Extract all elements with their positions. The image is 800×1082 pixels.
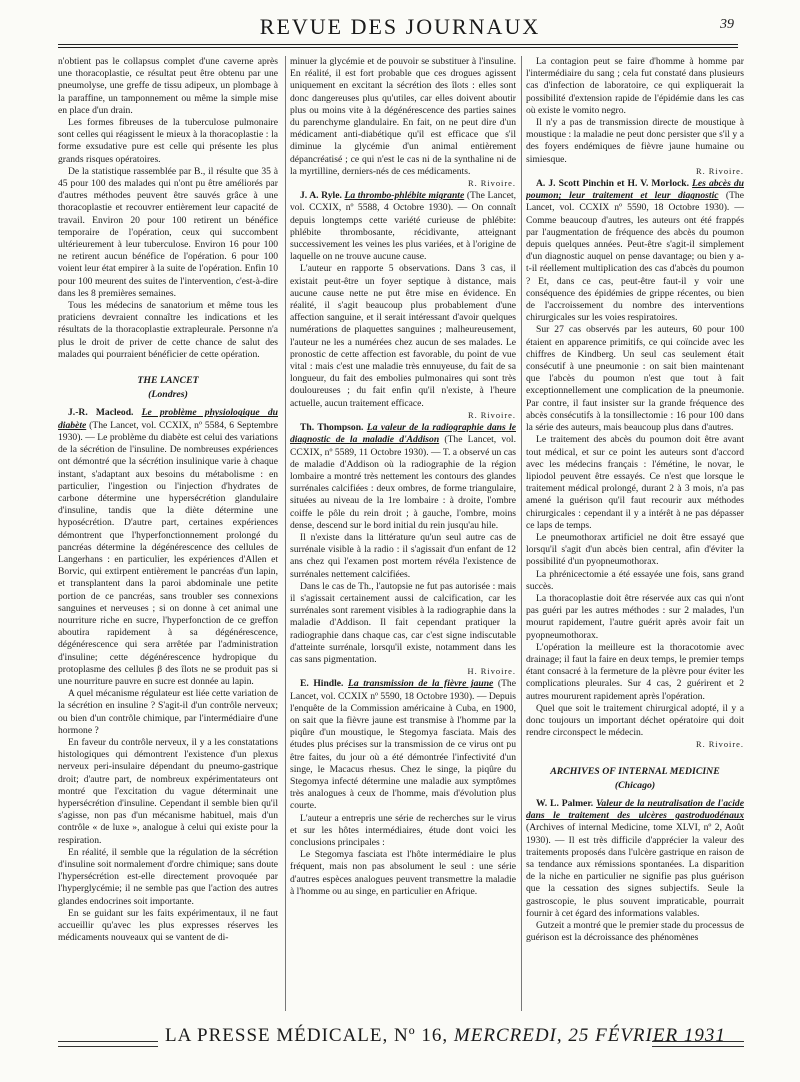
paragraph: Il n'existe dans la littérature qu'un seul autre cas de surrénale visible à la radio : il s'agissait d'un enfant de 12 ans chez qui l'examen post mortem révéla l'existence de surrénales nettement calcifiées. [290,531,516,580]
page-number: 39 [720,17,734,32]
paragraph: Dans le cas de Th., l'autopsie ne fut pas autorisée : mais il s'agissait certainement aussi de calcification, car les surrénales sont rarement visibles à la radiographie dans la maladie d'Addison. Il fait cependant pratiquer la radiographie dans chaque cas, car c'est signe indiscutable d'atteinte surrénale, lorsqu'il existe, notamment dans les cas sans pigmentation. [290,580,516,665]
paragraph: En réalité, il semble que la régulation de la sécrétion d'insuline soit normalement d'ordre chimique; sans doute l'hypersécrétion est-elle directement provoquée par l'hyperglycémie; il ne semble pas que l'action des autres glandes endocrines soit importante. [58,846,278,907]
journal-section-title: ARCHIVES OF INTERNAL MEDICINE [550,765,720,777]
article-title: La transmission de la fièvre jaune [348,678,494,690]
article-body: (The Lancet, vol. CCXIX, nº 5589, 11 Octobre 1930). — T. a observé un cas de maladie d'Addison où la radiographie de la région lombaire a montré très nettement les contours des glandes surrénales calcifiées : deux ombres, de forme triangulaire, situées au niveau de la 1re lombaire : à droite, l'ombre coiffe le pôle du rein droit ; à gauche, l'ombre, moins dense, descend sur le bord initial du rein jusqu'au hile. [290,434,516,531]
paragraph: Le Stegomya fasciata est l'hôte intermédiaire le plus fréquent, mais non pas absolument le seul : une série d'autres espèces analogues peuvent transmettre la maladie à l'homme ou au singe, en particulier en Afrique. [290,849,516,897]
footer-journal: LA PRESSE MÉDICALE, Nº 16, [165,1025,449,1046]
article-title: La thrombo-phlébite migrante [344,190,465,202]
author-signature: R. Rivoire. [468,410,516,420]
paragraph: L'auteur en rapporte 5 observations. Dans 3 cas, il existait peut-être un foyer septique à distance, mais aucune cause nette ne put être mise en évidence. En réalité, il s'agit beaucoup plus probablement d'une affection sanguine, et il serait intéressant d'avoir quelques numérations de plaquettes sanguines ; malheureusement, l'auteur ne les a numérées chez aucun de ses malades. Le pronostic de cette affection est favorable, du point de vue vital : mais c'est une maladie très ennuyeuse, du fait de sa longueur, du fait des embolies pulmonaires qui sont très douloureuses ; du fait enfin qu'il n'existe, à l'heure actuelle, aucun traitement efficace. [290,263,516,409]
article-author: W. L. Palmer. [536,797,594,809]
author-signature: R. Rivoire. [468,179,516,189]
article-body: (The Lancet, vol. CCXIX nº 5590, 18 Octobre 1930). — Comme beaucoup d'autres, les auteurs ont été frappés par l'augmentation de fréquence des abcès du poumon depuis quelques années. Peut-être s'agit-il simplement d'un diagnostic auquel on pense davantage; ou bien y a-t-il réellement multiplication des cas d'abcès du poumon ? Et, dans ce cas, peut-être faut-il y voir une conséquence des épidémies de grippe récentes, ou bien de l'accroissement du nombre des interventions chirurgicales sur les voies respiratoires. [526,190,744,324]
paragraph: L'opération la meilleure est la thoracotomie avec drainage; il faut la faire en deux temps, le premier temps étant consacré à la fermeture de la plèvre pour éviter les complications pleurales. Sur 4 cas, 2 guérirent et 2 autres moururent rapidement après l'opération. [526,641,744,702]
article-author: E. Hindle. [300,678,344,690]
article-paragraph [290,678,516,812]
article-author: Th. Thompson. [300,422,364,434]
paragraph: De la statistique rassemblée par B., il résulte que 35 à 45 pour 100 des malades qui n'ont pu être améliorés par d'autres méthodes peuvent être sauvés grâce à une thoracoplastie et recouvrer entièrement leur capacité de travail. Environ 20 pour 100 retirent un bénéfice temporaire de l'opération, ceux qui succombent ultérieurement à leur tuberculose. Environ 16 pour 100 ne retirent aucun bénéfice de l'opération. 6 pour 100 voient leur état empirer à la suite de l'opération. Enfin 10 pour 100 meurent des suites de l'intervention, c'est-à-dire dans les 8 premières semaines. [58,165,278,299]
column-right [526,56,744,1016]
article-title: Les abcès du poumon; leur traitement et leur diagnostic [526,178,744,202]
footer-title [165,1025,726,1047]
paragraph: Il n'y a pas de transmission directe de moustique à moustique : la maladie ne peut donc persister que s'il y a des foyers endémiques de fièvre jaune humaine ou simiesque. [526,117,744,165]
paragraph: La phrénicectomie a été essayée une fois, sans grand succès. [526,568,744,592]
paragraph: Les formes fibreuses de la tuberculose pulmonaire sont celles qui réagissent le mieux à la thoracoplastie : la forme exsudative pure est celle qui présente les plus grands risques opératoires. [58,117,278,165]
paragraph: La thoracoplastie doit être réservée aux cas qui n'ont pas guéri par les autres méthodes : sur 2 malades, l'un mourut rapidement, l'autre guérit après avoir fait un pyopneumothorax. [526,592,744,641]
footer-rule [58,1041,158,1047]
journal-section-title: THE LANCET [137,375,199,387]
footer-date: MERCREDI, 25 FÉVRIER 1931 [453,1025,726,1046]
article-body: (The Lancet, vol. CCXIX, nº 5588, 4 Octobre 1930). — On connaît depuis longtemps cette variété curieuse de phlébite: phlébite thrombosante, récidivante, atteignant successivement les veines les plus variées, et à l'origine de laquelle on ne trouve aucune cause. [290,190,516,263]
page-header [0,0,800,52]
page-footer [0,1025,800,1065]
paragraph: La contagion peut se faire d'homme à homme par l'intermédiaire du sang ; cela fut constaté dans plusieurs cas d'infection de laboratoire, ce qui expliquerait la possibilité d'extension rapide de l'épidémie dans les cas où existe le vomito negro. [526,56,744,116]
article-body: (Archives of internal Medicine, tome XLVI, nº 2, Août 1930). — Il est très difficile d'apprécier la valeur des traitements proposés dans l'ulcère gastrique en raison de sa tendance aux rémissions spontanées. La disparition de la niche en particulier ne signifie pas plus guérison que la cessation des signes subjectifs. Seule la gastroscopie, le plus souvent impraticable, pourrait fournir à cet égard des informations valables. [526,822,744,919]
paragraph: Tous les médecins de sanatorium et même tous les praticiens devraient connaître les indications et les résultats de la thoracoplastie extrapleurale. Personne n'a plus le droit de priver de cette chance de salut des malades qui pourraient bénéficier de cette opération. [58,300,278,360]
author-signature: H. Rivoire. [467,667,516,677]
article-paragraph [290,422,516,532]
running-title: REVUE DES JOURNAUX [259,14,541,39]
article-paragraph [526,178,744,324]
article-paragraph [290,190,516,263]
paragraph: Le pneumothorax artificiel ne doit être essayé que lorsqu'il s'agit d'un abcès bien central, afin d'éviter la possibilité d'un pyopneumothorax. [526,531,744,568]
paragraph: Le traitement des abcès du poumon doit être avant tout médical, et sur ce point les auteurs sont d'accord avec les médecins français : l'émétine, le novar, le lipiodol peuvent être essayés. Ce n'est que lorsque le traitement médical prolongé, durant 2 à 3 mois, n'a pas amené la guérison qu'il faut recourir aux méthodes chirurgicales : cependant il y a intérêt à ne pas dépasser ce laps de temps. [526,434,744,531]
article-body: (The Lancet, vol. CCXIX, nº 5584, 6 Septembre 1930). — Le problème du diabète est celui des variations de la sécrétion de l'insuline. De nombreuses expériences ont démontré que la sécrétion insulinique varie à chaque instant, s'adaptant aux besoins du métabolisme : en particulier, l'ingestion ou l'injection d'hydrates de carbone détermine une hypersécrétion glandulaire d'insuline, tandis que la diète détermine une hyposécrétion. D'autre part, certaines expériences démontrent que l'hyperfonctionnement prolongé du pancréas détermine la dégénérescence des cellules de Langerhans : en particulier, les expériences d'Allen et Borvic, qui extirpent entièrement le pancréas d'un lapin, et transplantent dans la paroi abdominale une petite portion de ce pancréas, sans troubler ses connexions sanguines et nerveuses ; si on donne à cet animal une nourriture riche en sucre, l'hyperfonction de ce greffon aboutira rapidement à sa dégénérescence, dégénérescence qui sera arrêtée par l'administration d'insuline; cette dégénérescence hydropique du protoplasme des cellules β des îlots ne se produit pas si une nourriture pauvre en sucre est donnée au lapin. [58,419,278,687]
column-middle [290,56,516,1016]
footer-rule [652,1041,744,1047]
author-signature: R. Rivoire. [696,740,744,750]
column-left [58,56,278,1016]
article-title: Le problème physiologique du diabète [58,407,278,431]
paragraph: L'auteur a entrepris une série de recherches sur le virus et sur les hôtes intermédiaires, étude dont voici les conclusions principales : [290,812,516,848]
paragraph: A quel mécanisme régulateur est liée cette variation de la sécrétion en insuline ? S'agit-il d'un contrôle nerveux; ou bien d'un contrôle chimique, par l'intermédiaire d'une hormone ? [58,688,278,736]
article-paragraph [58,407,278,688]
article-paragraph [526,798,744,920]
journal-section-location: (Chicago) [614,779,656,791]
author-signature: R. Rivoire. [696,166,744,176]
article-author: J. A. Ryle. [300,190,342,202]
article-title: Valeur de la neutralisation de l'acide dans le traitement des ulcères gastroduodénaux [526,797,744,822]
paragraph: En se guidant sur les faits expérimentaux, il ne faut accueillir qu'avec les plus expresses réserves les médicaments nouveaux qui se vantent de di- [58,907,278,944]
header-rule [58,44,738,48]
journal-section-location: (Londres) [148,389,188,401]
column-divider [521,56,522,1011]
paragraph: minuer la glycémie et de pouvoir se substituer à l'insuline. En réalité, il est fort probable que ces drogues agissent uniquement en excitant la sécrétion des îlots : elles sont donc dangereuses plus qu'utiles, car elles doivent aboutir plus ou moins vite à la dégénérescence des parties saines du parenchyme glandulaire. En fait, on ne peut dire d'un médicament anti-diabétique qu'il est efficace que s'il diminue la glycémie d'un animal entièrement dépancréatisé ; ce qui n'est le cas ni de la synthaline ni de la myrtilline, derniers-nés de ces médicaments. [290,56,516,177]
paragraph: n'obtient pas le collapsus complet d'une caverne après une thoracoplastie, ce résultat peut être obtenu par une pneumolyse, une greffe de tissu adipeux, un plombage à la paraffine, un tamponnement ou même la simple mise en place d'un drain. [58,56,278,116]
article-body: (The Lancet, vol. CCXIX nº 5590, 18 Octobre 1930). — Depuis l'enquête de la Commission américaine à Cuba, en 1900, on sait que la fièvre jaune est transmise à l'homme par la piqûre d'un moustique, le Stegomya fasciata. Mais des études plus précises sur la transmission de ce virus ont pu être faites, du jour où a été démontrée l'infectivité d'un singe, le Macacus rhesus. Chez le singe, la piqûre du Stegomya infecté détermine une maladie aux symptômes très analogues à ceux de l'homme, mais d'évolution plus courte. [290,678,516,812]
article-author: A. J. Scott Pinchin et H. V. Morlock. [536,178,689,190]
paragraph: Sur 27 cas observés par les auteurs, 60 pour 100 étaient en apparence primitifs, ce qui coïncide avec les chiffres de Kindberg. Un seul cas seulement était consécutif à une pneumonie : on sait bien maintenant que l'abcès du poumon n'est que tout à fait exceptionnellement une complication de la pneumonie. Par contre, il faut insister sur la grande fréquence des abcès consécutifs à la tonsillectomie : 16 pour 100 dans la série des auteurs, mais beaucoup plus dans d'autres. [526,324,744,434]
paragraph: Gutzeit a montré que le premier stade du processus de guérison est la décroissance des phénomènes [526,920,744,944]
column-divider [285,56,286,1011]
paragraph: Quel que soit le traitement chirurgical adopté, il y a donc toujours un important déchet opératoire qui doit rendre circonspect le médecin. [526,702,744,739]
paragraph: En faveur du contrôle nerveux, il y a les constatations histologiques qui démontrent l'existence d'un plexus nerveux peri-insulaire dépendant du pneumo-gastrique droit; d'autre part, de nombreux expérimentateurs ont montré que l'excitation du vague déterminait une hypersécrétion d'insuline. Cependant il semble bien qu'il s'agisse, non pas d'un mécanisme habituel, mais d'un contrôle « de luxe », analogue à celui qui existe pour la respiration. [58,736,278,846]
article-author: J.-R. Macleod. [68,407,134,419]
article-title: La valeur de la radiographie dans le diagnostic de la maladie d'Addison [290,422,516,446]
